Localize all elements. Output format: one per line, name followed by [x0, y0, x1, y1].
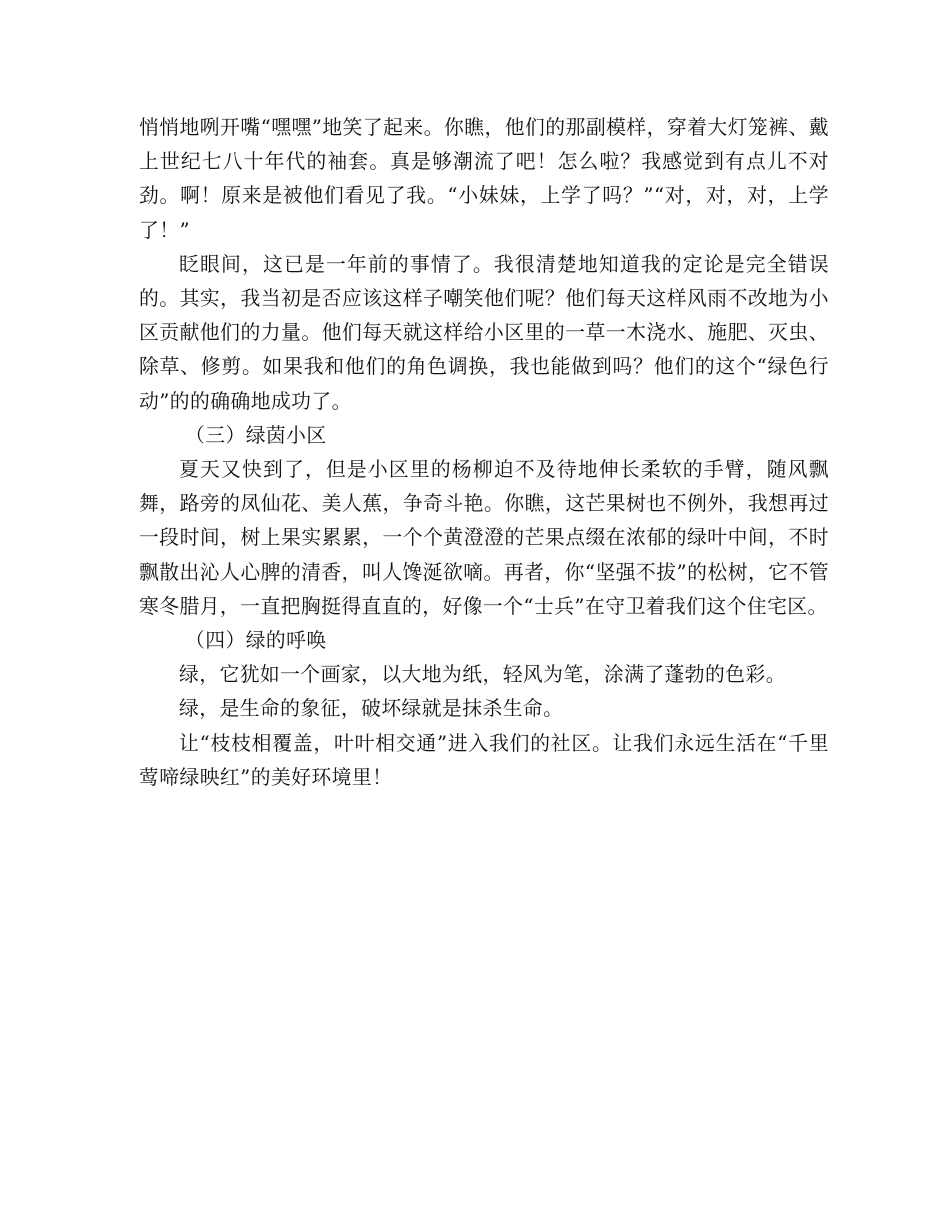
paragraph-continuation: 悄悄地咧开嘴“嘿嘿”地笑了起来。你瞧，他们的那副模样，穿着大灯笼裤、戴上世纪七八十年代的袖套。真是够潮流了吧！怎么啦？我感觉到有点儿不对劲。啊！原来是被他们看见了我。“小妹妹，上学了吗？”“对，对，对，上学了！” — [139, 116, 829, 242]
paragraph-green-life: 绿，是生命的象征，破坏绿就是抹杀生命。 — [179, 697, 564, 721]
paragraph-closing: 让“枝枝相覆盖，叶叶相交通”进入我们的社区。让我们永远生活在“千里莺啼绿映红”的美好环境里！ — [139, 731, 829, 789]
paragraph-green-community: 夏天又快到了，但是小区里的杨柳迫不及待地伸长柔软的手臂，随风飘舞，路旁的凤仙花、美人蕉，争奇斗艳。你瞧，这芒果树也不例外，我想再过一段时间，树上果实累累，一个个黄澄澄的芒果点缀在浓郁的绿叶中间，不时飘散出沁人心脾的清香，叫人馋涎欲嘀。再者，你“坚强不拔”的松树，它不管寒冬腊月，一直把胸挺得直直的，好像一个“士兵”在守卫着我们这个住宅区。 — [139, 458, 829, 618]
section-heading-4: （四）绿的呼唤 — [185, 629, 327, 653]
document-page — [139, 111, 829, 795]
paragraph-green-painter: 绿，它犹如一个画家，以大地为纸，轻风为笔，涂满了蓬勃的色彩。 — [179, 663, 786, 687]
section-heading-3: （三）绿茵小区 — [185, 423, 327, 447]
paragraph-one-year-ago: 眨眼间，这已是一年前的事情了。我很清楚地知道我的定论是完全错误的。其实，我当初是否应该这样子嘲笑他们呢？他们每天这样风雨不改地为小区贡献他们的力量。他们每天就这样给小区里的一草一木浇水、施肥、灭虫、除草、修剪。如果我和他们的角色调换，我也能做到吗？他们的这个“绿色行动”的的确确地成功了。 — [139, 252, 829, 413]
